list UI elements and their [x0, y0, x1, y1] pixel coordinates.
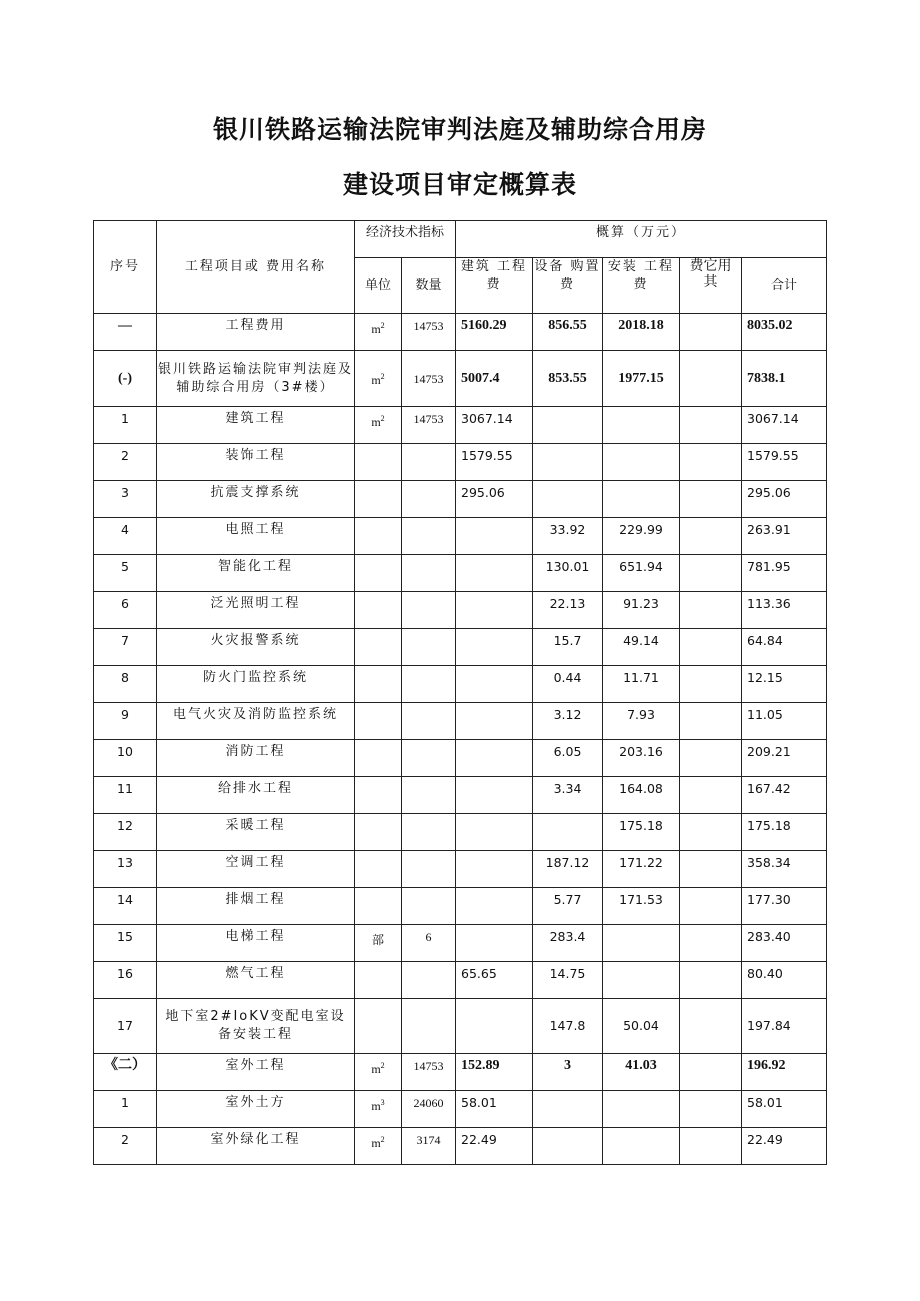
cell-building — [456, 814, 533, 851]
cell-seq: 《二） — [94, 1054, 157, 1091]
cell-building — [456, 999, 533, 1054]
cell-total: 64.84 — [742, 629, 827, 666]
cell-install — [603, 962, 680, 999]
cell-seq: (-) — [94, 351, 157, 407]
cell-unit — [355, 740, 402, 777]
cell-qty: 14753 — [402, 351, 456, 407]
cell-equipment: 15.7 — [533, 629, 603, 666]
cell-name: 给排水工程 — [157, 777, 355, 814]
cell-other — [680, 518, 742, 555]
header-tech: 经济技术指标 — [355, 221, 456, 258]
cell-name: 工程费用 — [157, 314, 355, 351]
cell-other — [680, 444, 742, 481]
cell-unit — [355, 814, 402, 851]
cell-unit — [355, 629, 402, 666]
cell-equipment: 130.01 — [533, 555, 603, 592]
cell-unit — [355, 407, 402, 444]
cell-unit — [355, 888, 402, 925]
cell-seq: 5 — [94, 555, 157, 592]
cell-other — [680, 351, 742, 407]
table-row — [94, 444, 827, 481]
cell-qty: 6 — [402, 925, 456, 962]
cell-unit — [355, 518, 402, 555]
cell-equipment: 0.44 — [533, 666, 603, 703]
cell-equipment — [533, 407, 603, 444]
header-seq: 序号 — [94, 221, 157, 314]
cell-unit — [355, 999, 402, 1054]
cell-qty: 3174 — [402, 1128, 456, 1165]
cell-total: 113.36 — [742, 592, 827, 629]
cell-unit — [355, 962, 402, 999]
cell-name: 装饰工程 — [157, 444, 355, 481]
cell-unit — [355, 703, 402, 740]
cell-install: 203.16 — [603, 740, 680, 777]
cell-unit — [355, 666, 402, 703]
cell-building: 3067.14 — [456, 407, 533, 444]
header-unit: 单位 — [355, 258, 402, 314]
unit-text: m — [371, 322, 381, 336]
cell-total: 12.15 — [742, 666, 827, 703]
cell-total: 167.42 — [742, 777, 827, 814]
cell-install: 175.18 — [603, 814, 680, 851]
cell-building — [456, 925, 533, 962]
cell-equipment: 22.13 — [533, 592, 603, 629]
cell-name: 建筑工程 — [157, 407, 355, 444]
header-estimate: 概算（万元） — [456, 221, 827, 258]
cell-unit — [355, 444, 402, 481]
cell-qty — [402, 888, 456, 925]
cell-other — [680, 925, 742, 962]
cell-seq: 16 — [94, 962, 157, 999]
cell-total: 80.40 — [742, 962, 827, 999]
cell-building — [456, 629, 533, 666]
cell-other — [680, 999, 742, 1054]
table-row — [94, 351, 827, 407]
cell-unit — [355, 555, 402, 592]
cell-install — [603, 407, 680, 444]
table-row — [94, 518, 827, 555]
cell-other — [680, 777, 742, 814]
cell-building: 5160.29 — [456, 314, 533, 351]
cell-seq: 7 — [94, 629, 157, 666]
cell-install: 164.08 — [603, 777, 680, 814]
cell-equipment: 147.8 — [533, 999, 603, 1054]
cell-qty — [402, 962, 456, 999]
cell-building — [456, 888, 533, 925]
cell-building: 1579.55 — [456, 444, 533, 481]
cell-unit — [355, 851, 402, 888]
cell-other — [680, 1054, 742, 1091]
cell-total: 7838.1 — [742, 351, 827, 407]
header-install: 安装 工程费 — [603, 258, 680, 314]
cell-total: 22.49 — [742, 1128, 827, 1165]
cell-qty — [402, 555, 456, 592]
cell-install: 50.04 — [603, 999, 680, 1054]
cell-total: 283.40 — [742, 925, 827, 962]
cell-seq: 2 — [94, 444, 157, 481]
cell-install: 41.03 — [603, 1054, 680, 1091]
cell-unit — [355, 592, 402, 629]
cell-other — [680, 592, 742, 629]
cell-seq: 10 — [94, 740, 157, 777]
cell-building — [456, 703, 533, 740]
table-row — [94, 814, 827, 851]
cell-building: 152.89 — [456, 1054, 533, 1091]
unit-text: m — [371, 1099, 381, 1113]
cell-total: 8035.02 — [742, 314, 827, 351]
cell-equipment: 3 — [533, 1054, 603, 1091]
cell-name: 电气火灾及消防监控系统 — [157, 703, 355, 740]
cell-qty — [402, 703, 456, 740]
table-row — [94, 962, 827, 999]
cell-unit — [355, 314, 402, 351]
cell-qty — [402, 629, 456, 666]
header-equipment: 设备 购置费 — [533, 258, 603, 314]
cell-install: 171.22 — [603, 851, 680, 888]
cell-equipment — [533, 1091, 603, 1128]
table-row — [94, 314, 827, 351]
cell-building — [456, 592, 533, 629]
cell-equipment: 283.4 — [533, 925, 603, 962]
cell-equipment: 856.55 — [533, 314, 603, 351]
cell-install: 229.99 — [603, 518, 680, 555]
cell-seq: 9 — [94, 703, 157, 740]
table-row — [94, 777, 827, 814]
cell-equipment — [533, 444, 603, 481]
cell-unit — [355, 351, 402, 407]
cell-qty — [402, 666, 456, 703]
cell-other — [680, 1091, 742, 1128]
table-row — [94, 1128, 827, 1165]
cell-seq: — — [94, 314, 157, 351]
cell-seq: 2 — [94, 1128, 157, 1165]
table-row — [94, 555, 827, 592]
cell-total: 263.91 — [742, 518, 827, 555]
cell-install — [603, 481, 680, 518]
cell-equipment: 14.75 — [533, 962, 603, 999]
cell-equipment: 3.34 — [533, 777, 603, 814]
table-row — [94, 629, 827, 666]
cell-building: 295.06 — [456, 481, 533, 518]
cell-qty — [402, 444, 456, 481]
unit-text: m — [371, 415, 381, 429]
cell-install: 11.71 — [603, 666, 680, 703]
cell-unit — [355, 481, 402, 518]
cell-seq: 3 — [94, 481, 157, 518]
cell-equipment — [533, 1128, 603, 1165]
cell-building: 58.01 — [456, 1091, 533, 1128]
cell-name: 室外土方 — [157, 1091, 355, 1128]
table-row — [94, 407, 827, 444]
header-other: 费它用其 — [680, 258, 742, 314]
cell-other — [680, 555, 742, 592]
cell-qty — [402, 518, 456, 555]
cell-qty — [402, 851, 456, 888]
cell-building — [456, 740, 533, 777]
cell-install — [603, 1128, 680, 1165]
cell-name: 电梯工程 — [157, 925, 355, 962]
cell-building — [456, 518, 533, 555]
header-name: 工程项目或 费用名称 — [157, 221, 355, 314]
header-total: 合计 — [742, 258, 827, 314]
cell-total: 196.92 — [742, 1054, 827, 1091]
table-row — [94, 851, 827, 888]
cell-qty — [402, 999, 456, 1054]
table-row — [94, 481, 827, 518]
unit-text: 部 — [371, 933, 384, 947]
cell-total: 58.01 — [742, 1091, 827, 1128]
unit-text: m — [371, 1062, 381, 1076]
unit-exponent: 2 — [380, 372, 385, 381]
table-row — [94, 888, 827, 925]
cell-building — [456, 666, 533, 703]
cell-install: 49.14 — [603, 629, 680, 666]
unit-exponent: 3 — [380, 1098, 385, 1107]
cell-total: 11.05 — [742, 703, 827, 740]
cell-building — [456, 851, 533, 888]
cell-qty — [402, 814, 456, 851]
cell-name: 防火门监控系统 — [157, 666, 355, 703]
cell-building: 65.65 — [456, 962, 533, 999]
cell-name: 燃气工程 — [157, 962, 355, 999]
cell-other — [680, 314, 742, 351]
cell-building: 5007.4 — [456, 351, 533, 407]
cell-equipment: 6.05 — [533, 740, 603, 777]
cell-unit — [355, 1128, 402, 1165]
cell-name: 空调工程 — [157, 851, 355, 888]
cell-building — [456, 777, 533, 814]
cell-building: 22.49 — [456, 1128, 533, 1165]
cell-unit — [355, 925, 402, 962]
cell-install: 91.23 — [603, 592, 680, 629]
cell-other — [680, 629, 742, 666]
document-subtitle: 建设项目审定概算表 — [342, 170, 577, 199]
cell-qty: 14753 — [402, 1054, 456, 1091]
cell-total: 3067.14 — [742, 407, 827, 444]
cell-equipment: 33.92 — [533, 518, 603, 555]
cell-name: 银川铁路运输法院审判法庭及辅助综合用房（3#楼） — [157, 351, 355, 407]
cell-name: 电照工程 — [157, 518, 355, 555]
table-row — [94, 1091, 827, 1128]
cell-unit — [355, 777, 402, 814]
cell-install: 2018.18 — [603, 314, 680, 351]
cell-unit — [355, 1054, 402, 1091]
cell-name: 抗震支撑系统 — [157, 481, 355, 518]
cell-building — [456, 555, 533, 592]
unit-text: m — [371, 373, 381, 387]
cell-total: 781.95 — [742, 555, 827, 592]
cell-install — [603, 925, 680, 962]
cell-seq: 1 — [94, 407, 157, 444]
cell-install — [603, 444, 680, 481]
cell-other — [680, 407, 742, 444]
cell-total: 177.30 — [742, 888, 827, 925]
cell-install: 1977.15 — [603, 351, 680, 407]
header-building: 建筑 工程费 — [456, 258, 533, 314]
table-row — [94, 740, 827, 777]
cell-equipment: 5.77 — [533, 888, 603, 925]
unit-text: m — [371, 1136, 381, 1150]
cell-other — [680, 962, 742, 999]
cell-name: 地下室2#IoKV变配电室设 备安装工程 — [157, 999, 355, 1054]
unit-exponent: 2 — [380, 414, 385, 423]
unit-exponent: 2 — [380, 321, 385, 330]
cell-name: 智能化工程 — [157, 555, 355, 592]
cell-seq: 17 — [94, 999, 157, 1054]
cell-name: 泛光照明工程 — [157, 592, 355, 629]
cell-seq: 11 — [94, 777, 157, 814]
estimate-table — [93, 220, 827, 1165]
cell-name: 室外绿化工程 — [157, 1128, 355, 1165]
cell-equipment — [533, 481, 603, 518]
cell-total: 197.84 — [742, 999, 827, 1054]
cell-other — [680, 740, 742, 777]
cell-total: 175.18 — [742, 814, 827, 851]
cell-equipment — [533, 814, 603, 851]
cell-equipment: 187.12 — [533, 851, 603, 888]
cell-total: 209.21 — [742, 740, 827, 777]
cell-seq: 15 — [94, 925, 157, 962]
cell-other — [680, 703, 742, 740]
cell-equipment: 3.12 — [533, 703, 603, 740]
cell-install: 651.94 — [603, 555, 680, 592]
cell-other — [680, 888, 742, 925]
cell-qty: 14753 — [402, 314, 456, 351]
cell-qty — [402, 777, 456, 814]
table-row — [94, 592, 827, 629]
cell-other — [680, 1128, 742, 1165]
cell-seq: 13 — [94, 851, 157, 888]
table-row — [94, 1054, 827, 1091]
cell-name: 消防工程 — [157, 740, 355, 777]
cell-qty — [402, 592, 456, 629]
cell-qty — [402, 481, 456, 518]
table-row — [94, 703, 827, 740]
cell-total: 1579.55 — [742, 444, 827, 481]
unit-exponent: 2 — [380, 1135, 385, 1144]
cell-seq: 12 — [94, 814, 157, 851]
cell-other — [680, 851, 742, 888]
table-row — [94, 999, 827, 1054]
header-qty: 数量 — [402, 258, 456, 314]
table-row — [94, 666, 827, 703]
cell-other — [680, 666, 742, 703]
cell-name: 排烟工程 — [157, 888, 355, 925]
unit-exponent: 2 — [380, 1061, 385, 1070]
cell-seq: 4 — [94, 518, 157, 555]
cell-qty: 14753 — [402, 407, 456, 444]
cell-seq: 1 — [94, 1091, 157, 1128]
document-title: 银川铁路运输法院审判法庭及辅助综合用房 — [212, 115, 707, 144]
cell-other — [680, 481, 742, 518]
table-body — [94, 314, 827, 1165]
cell-seq: 6 — [94, 592, 157, 629]
cell-equipment: 853.55 — [533, 351, 603, 407]
cell-unit — [355, 1091, 402, 1128]
table-row — [94, 925, 827, 962]
cell-total: 295.06 — [742, 481, 827, 518]
cell-name: 室外工程 — [157, 1054, 355, 1091]
cell-seq: 8 — [94, 666, 157, 703]
cell-install — [603, 1091, 680, 1128]
cell-other — [680, 814, 742, 851]
cell-total: 358.34 — [742, 851, 827, 888]
cell-qty: 24060 — [402, 1091, 456, 1128]
cell-qty — [402, 740, 456, 777]
cell-install: 7.93 — [603, 703, 680, 740]
cell-seq: 14 — [94, 888, 157, 925]
cell-name: 火灾报警系统 — [157, 629, 355, 666]
cell-name: 采暖工程 — [157, 814, 355, 851]
cell-install: 171.53 — [603, 888, 680, 925]
